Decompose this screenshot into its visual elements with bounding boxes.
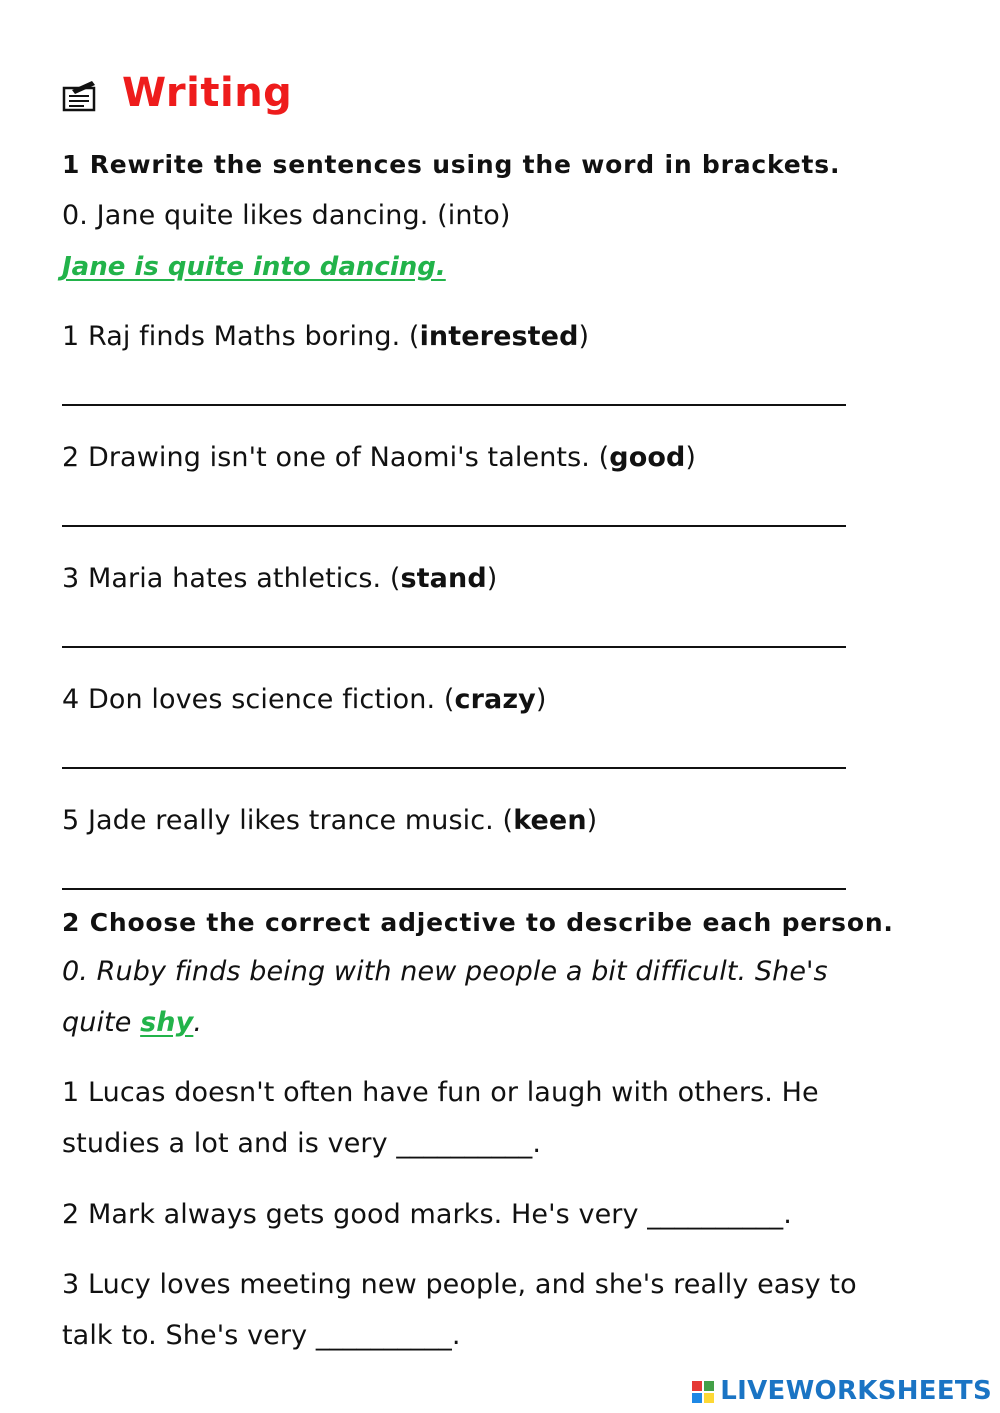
section2-item-3-line2: talk to. She's very __________. (62, 1320, 461, 1351)
section2-item-1-line1: 1 Lucas doesn't often have fun or laugh with others. He (62, 1077, 819, 1108)
answer-line-3[interactable] (62, 646, 846, 648)
answer-line-5[interactable] (62, 888, 846, 890)
section2-item-1-line2: studies a lot and is very __________. (62, 1128, 542, 1159)
answer-line-4[interactable] (62, 767, 846, 769)
answer-line-2[interactable] (62, 525, 846, 527)
liveworksheets-logo-icon (691, 1380, 715, 1404)
section2-example-line1: 0. Ruby finds being with new people a bit difficult. She's (62, 956, 828, 987)
pencil-paper-icon (62, 80, 98, 112)
section1-item-1: 1 Raj finds Maths boring. (interested) (62, 321, 590, 352)
example-answer-shy: shy (140, 1007, 194, 1038)
keyword: crazy (454, 684, 536, 715)
keyword: good (609, 442, 686, 473)
keyword: stand (400, 563, 487, 594)
answer-line-1[interactable] (62, 404, 846, 406)
section1-heading: 1 Rewrite the sentences using the word in brackets. (62, 150, 841, 179)
keyword: interested (419, 321, 579, 352)
section1-example-prompt: 0. Jane quite likes dancing. (into) (62, 200, 511, 231)
section1-item-5: 5 Jade really likes trance music. (keen) (62, 805, 598, 836)
section2-item-2: 2 Mark always gets good marks. He's very __________. (62, 1199, 792, 1230)
keyword: keen (513, 805, 587, 836)
section2-heading: 2 Choose the correct adjective to describe each person. (62, 908, 894, 937)
section1-item-2: 2 Drawing isn't one of Naomi's talents. (good) (62, 442, 697, 473)
section1-item-3: 3 Maria hates athletics. (stand) (62, 563, 498, 594)
liveworksheets-brand: LIVEWORKSHEETS (720, 1376, 992, 1406)
section2-item-3-line1: 3 Lucy loves meeting new people, and she's really easy to (62, 1269, 857, 1300)
section1-example-answer: Jane is quite into dancing. (62, 252, 446, 282)
section2-example-line2: quite shy. (62, 1007, 203, 1038)
page-title: Writing (122, 70, 293, 116)
section1-item-4: 4 Don loves science fiction. (crazy) (62, 684, 547, 715)
